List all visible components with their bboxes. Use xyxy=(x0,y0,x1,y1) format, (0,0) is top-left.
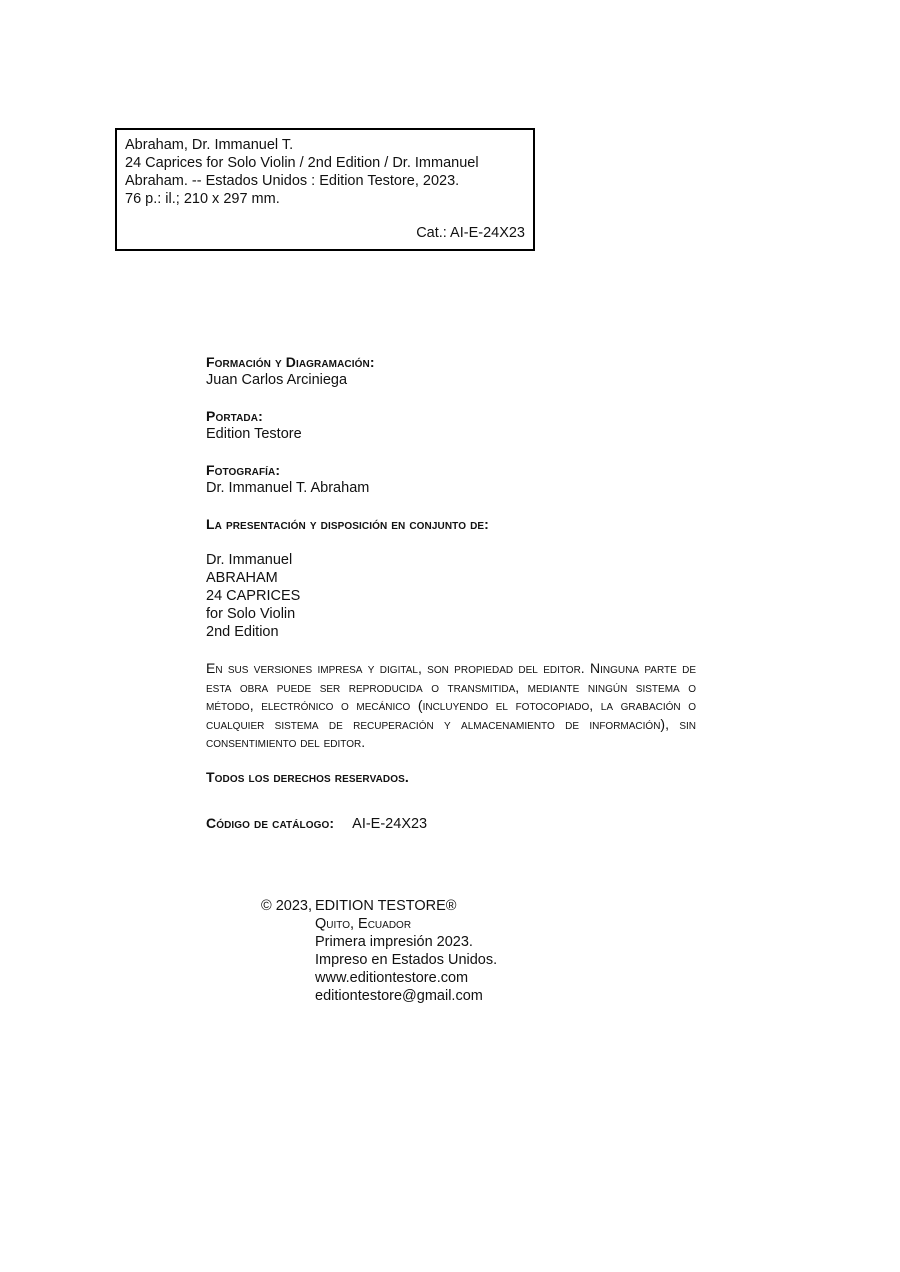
catalog-code-value: AI-E-24X23 xyxy=(352,815,428,832)
catalog-code xyxy=(206,814,696,833)
work-line: Dr. Immanuel xyxy=(206,552,293,568)
layout-label: Formación y Diagramación: xyxy=(206,354,375,370)
work-title-block xyxy=(206,551,696,641)
publisher-email: editiontestore@gmail.com xyxy=(315,988,483,1004)
photo-credit xyxy=(206,461,696,497)
catalog-code-label: Código de catálogo: xyxy=(206,814,335,831)
catalog-number: Cat.: AI-E-24X23 xyxy=(416,225,525,241)
work-line: 24 CAPRICES xyxy=(206,588,301,604)
copyright-year: © 2023, xyxy=(261,898,312,914)
catalog-card xyxy=(115,128,535,251)
work-line: for Solo Violin xyxy=(206,606,296,622)
catalog-title-line: 24 Caprices for Solo Violin / 2nd Edition / Dr. Immanuel xyxy=(125,155,479,171)
layout-credit xyxy=(206,353,696,389)
copyright-notice: En sus versiones impresa y digital, son propiedad del editor. Ninguna parte de esta obra puede ser reproducida o transmitida, mediante ningún sistema o método, electrónico o mecánico (incluyendo el fotocopiado, la grabación o cualquier sistema de recuperación y almacenamiento de información), sin consentimiento del editor. xyxy=(206,660,696,750)
credits-section xyxy=(206,353,696,833)
printed-in: Impreso en Estados Unidos. xyxy=(315,952,498,968)
photo-label: Fotografía: xyxy=(206,462,281,478)
publisher-city: Quito, Ecuador xyxy=(315,916,412,932)
catalog-publisher-line: Abraham. -- Estados Unidos : Edition Testore, 2023. xyxy=(125,173,460,189)
photo-value: Dr. Immanuel T. Abraham xyxy=(206,480,370,496)
catalog-physical-description: 76 p.: il.; 210 x 297 mm. xyxy=(125,191,280,207)
cover-label: Portada: xyxy=(206,408,263,424)
presentation-label: La presentación y disposición en conjunto de: xyxy=(206,516,489,532)
layout-value: Juan Carlos Arciniega xyxy=(206,372,348,388)
cover-credit xyxy=(206,407,696,443)
publisher-block xyxy=(261,897,497,1005)
catalog-author: Abraham, Dr. Immanuel T. xyxy=(125,137,294,153)
publisher-name: EDITION TESTORE® xyxy=(315,898,457,914)
work-line: 2nd Edition xyxy=(206,624,279,640)
rights-reserved: Todos los derechos reservados. xyxy=(206,768,409,785)
publisher-website: www.editiontestore.com xyxy=(315,970,469,986)
work-line: ABRAHAM xyxy=(206,570,278,586)
first-print: Primera impresión 2023. xyxy=(315,934,473,950)
cover-value: Edition Testore xyxy=(206,426,302,442)
